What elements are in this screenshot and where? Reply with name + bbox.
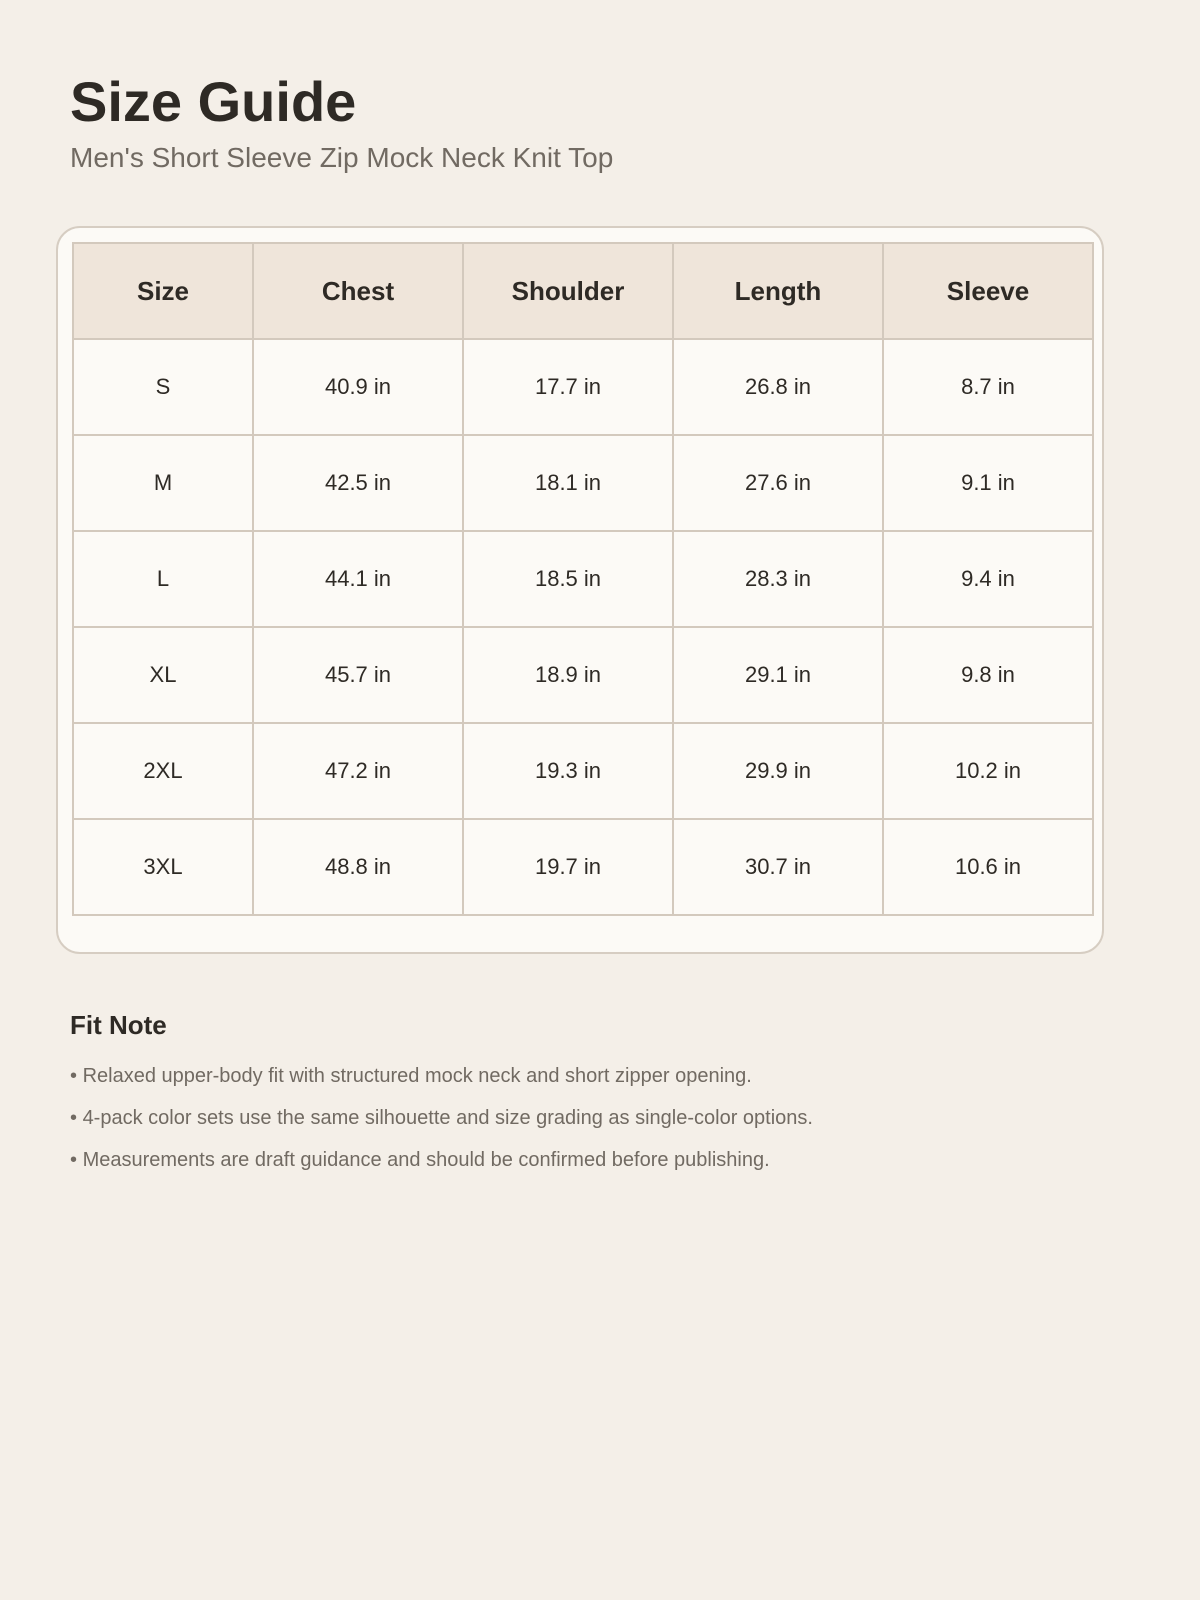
cell-size: 3XL [73, 819, 253, 915]
size-table [72, 242, 1094, 916]
cell-size: L [73, 531, 253, 627]
fit-note-item: • Relaxed upper-body fit with structured mock neck and short zipper opening. [70, 1062, 1120, 1090]
cell-shoulder: 17.7 in [463, 339, 673, 435]
cell-shoulder: 19.3 in [463, 723, 673, 819]
cell-length: 30.7 in [673, 819, 883, 915]
table-row [73, 531, 1093, 627]
table-row [73, 435, 1093, 531]
column-header-length: Length [673, 243, 883, 339]
fit-note-item: • 4-pack color sets use the same silhouette and size grading as single-color options. [70, 1104, 1120, 1132]
size-table-card [56, 226, 1104, 954]
cell-chest: 42.5 in [253, 435, 463, 531]
cell-sleeve: 9.4 in [883, 531, 1093, 627]
table-row [73, 819, 1093, 915]
cell-chest: 44.1 in [253, 531, 463, 627]
cell-chest: 45.7 in [253, 627, 463, 723]
column-header-chest: Chest [253, 243, 463, 339]
cell-sleeve: 10.6 in [883, 819, 1093, 915]
column-header-sleeve: Sleeve [883, 243, 1093, 339]
cell-shoulder: 18.5 in [463, 531, 673, 627]
cell-chest: 40.9 in [253, 339, 463, 435]
cell-sleeve: 10.2 in [883, 723, 1093, 819]
page-title: Size Guide [70, 70, 357, 133]
product-subtitle: Men's Short Sleeve Zip Mock Neck Knit Top [70, 142, 614, 173]
cell-sleeve: 8.7 in [883, 339, 1093, 435]
cell-size: 2XL [73, 723, 253, 819]
cell-chest: 48.8 in [253, 819, 463, 915]
fit-note-title: Fit Note [70, 1010, 167, 1040]
table-header-row [73, 243, 1093, 339]
table-row [73, 339, 1093, 435]
column-header-size: Size [73, 243, 253, 339]
cell-length: 29.1 in [673, 627, 883, 723]
cell-chest: 47.2 in [253, 723, 463, 819]
table-row [73, 723, 1093, 819]
cell-shoulder: 18.9 in [463, 627, 673, 723]
cell-size: M [73, 435, 253, 531]
cell-length: 29.9 in [673, 723, 883, 819]
cell-size: S [73, 339, 253, 435]
cell-size: XL [73, 627, 253, 723]
cell-length: 28.3 in [673, 531, 883, 627]
cell-length: 26.8 in [673, 339, 883, 435]
column-header-shoulder: Shoulder [463, 243, 673, 339]
cell-shoulder: 19.7 in [463, 819, 673, 915]
cell-length: 27.6 in [673, 435, 883, 531]
fit-note-list [70, 1062, 1120, 1188]
table-row [73, 627, 1093, 723]
fit-note-item: • Measurements are draft guidance and should be confirmed before publishing. [70, 1146, 1120, 1174]
cell-shoulder: 18.1 in [463, 435, 673, 531]
cell-sleeve: 9.8 in [883, 627, 1093, 723]
cell-sleeve: 9.1 in [883, 435, 1093, 531]
